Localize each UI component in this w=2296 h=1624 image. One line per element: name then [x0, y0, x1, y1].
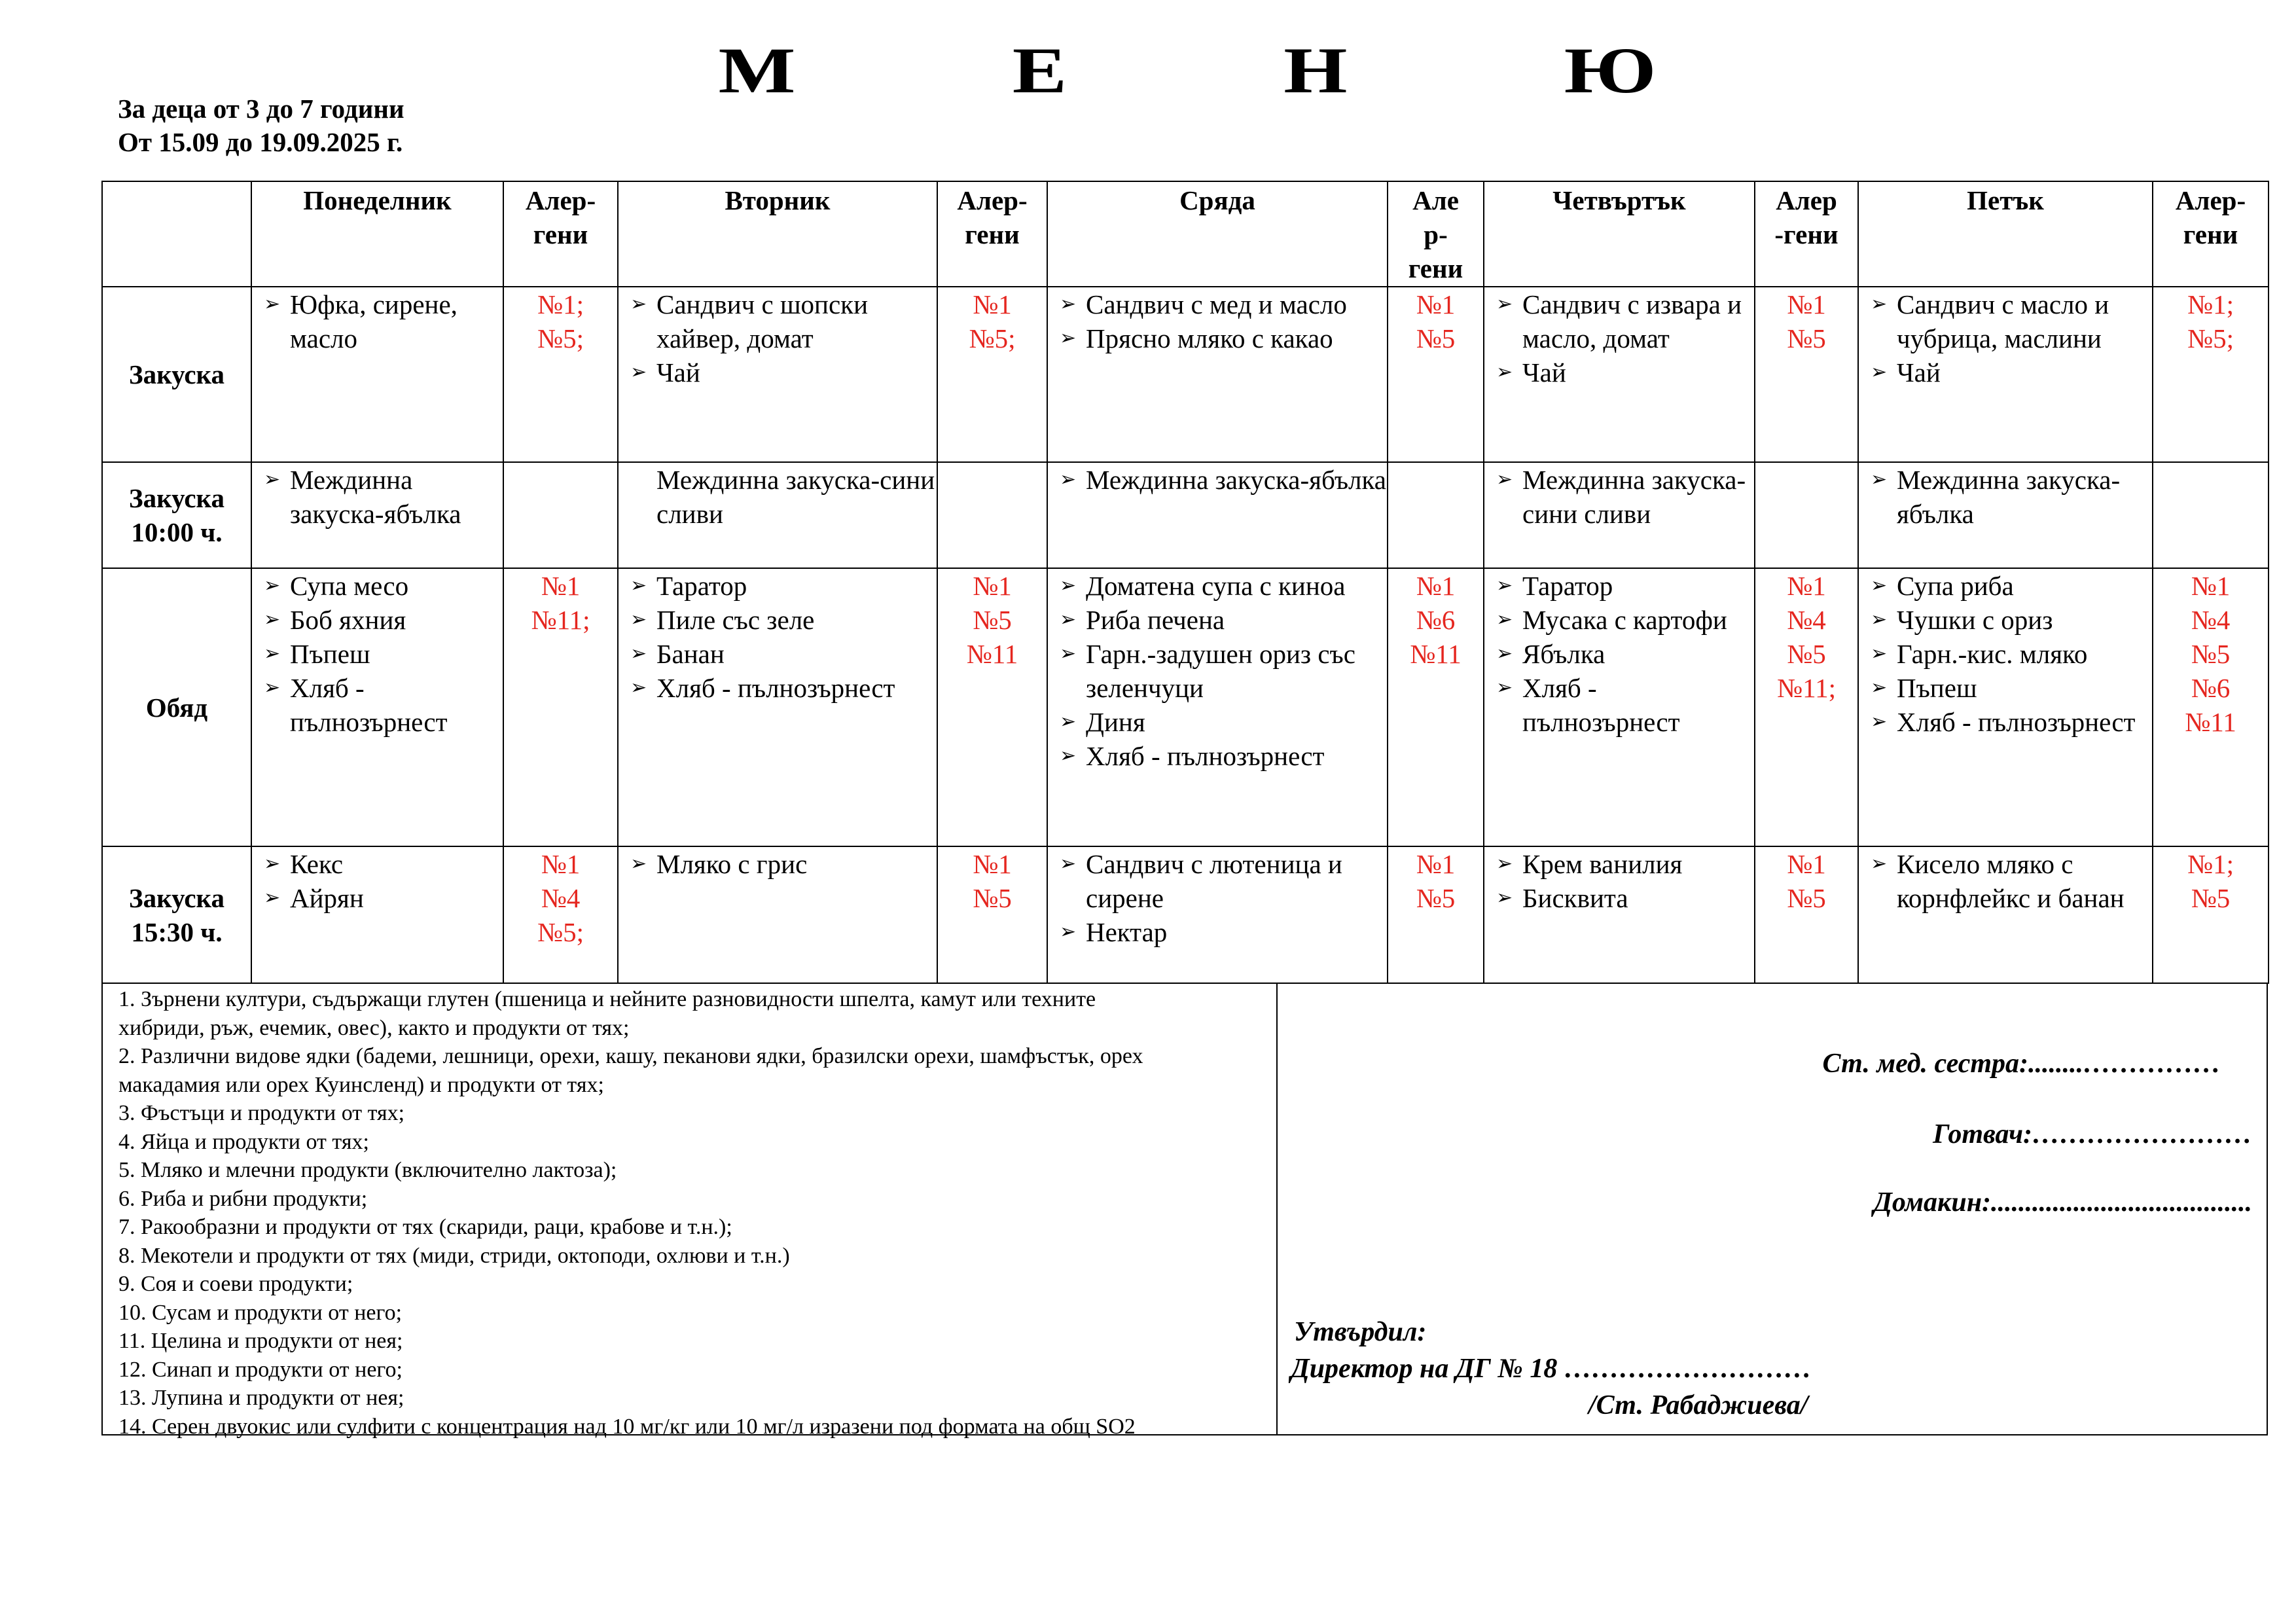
arrowhead-bullet-icon: ➢ [630, 642, 647, 665]
arrowhead-bullet-icon: ➢ [1496, 608, 1513, 631]
list-item: ➢ Хляб - пълнозърнест [1496, 671, 1754, 739]
arrowhead-bullet-icon: ➢ [630, 574, 647, 597]
allergens-header: Алер -гени [1755, 181, 1858, 287]
food-cell [1047, 568, 1388, 846]
list-item: ➢ Бисквита [1496, 881, 1754, 915]
list-item: ➢ Нектар [1060, 915, 1387, 949]
list-item: ➢ Крем ванилия [1496, 847, 1754, 881]
snack-1530-row [102, 846, 2269, 983]
allergen-cell: №1 №5 [1388, 287, 1484, 462]
arrowhead-bullet-icon: ➢ [1060, 468, 1077, 491]
arrowhead-bullet-icon: ➢ [1496, 468, 1513, 491]
list-item: ➢ Таратор [1496, 569, 1754, 603]
list-item: ➢ Юфка, сирене, масло [264, 287, 503, 355]
arrowhead-bullet-icon: ➢ [1871, 293, 1888, 316]
director-signature-line: Директор на ДГ № 18 ……………………… [1291, 1354, 1812, 1384]
snack-1000-row [102, 462, 2269, 568]
food-cell [1858, 462, 2153, 568]
list-item: ➢ Супа месо [264, 569, 503, 603]
arrowhead-bullet-icon: ➢ [264, 468, 281, 491]
list-item: ➢ Хляб - пълнозърнест [1871, 705, 2152, 739]
food-cell [1484, 287, 1755, 462]
legend-line: 4. Яйца и продукти от тях; [118, 1129, 369, 1154]
allergens-header: Алер- гени [2153, 181, 2269, 287]
director-name: /Ст. Рабаджиева/ [1588, 1390, 1808, 1420]
page-title: М Е Н Ю [718, 34, 1755, 107]
allergen-cell: №1 №5 [1755, 846, 1858, 983]
food-cell [1047, 462, 1388, 568]
day-header-monday: Понеделник [251, 181, 503, 287]
age-group: За деца от 3 до 7 години [118, 94, 404, 124]
arrowhead-bullet-icon: ➢ [264, 886, 281, 909]
arrowhead-bullet-icon: ➢ [264, 642, 281, 665]
date-range: От 15.09 до 19.09.2025 г. [118, 127, 403, 157]
food-cell [1047, 287, 1388, 462]
legend-line: 10. Сусам и продукти от него; [118, 1300, 403, 1325]
list-item: ➢ Хляб - пълнозърнест [630, 671, 937, 705]
list-item: ➢ Междинна закуска-ябълка [1060, 463, 1387, 497]
allergen-cell [937, 462, 1047, 568]
arrowhead-bullet-icon: ➢ [1060, 642, 1077, 665]
day-header-friday: Петък [1858, 181, 2153, 287]
list-item: ➢ Гарн.-кис. мляко [1871, 637, 2152, 671]
food-cell [618, 846, 937, 983]
arrowhead-bullet-icon: ➢ [1871, 608, 1888, 631]
arrowhead-bullet-icon: ➢ [264, 852, 281, 875]
legend-line: 1. Зърнени култури, съдържащи глутен (пшеница и нейните разновидности шпелта, камут или техните [118, 987, 1096, 1011]
food-cell [1858, 568, 2153, 846]
allergen-cell: №1 №4 №5; [503, 846, 618, 983]
legend-line: 9. Соя и соеви продукти; [118, 1272, 353, 1296]
arrowhead-bullet-icon: ➢ [1496, 676, 1513, 699]
cook-signature-line: Готвач:…………………… [1933, 1119, 2252, 1149]
allergens-header: Але р- гени [1388, 181, 1484, 287]
allergen-cell: №1 №6 №11 [1388, 568, 1484, 846]
day-header-thursday: Четвъртък [1484, 181, 1755, 287]
allergen-cell: №1 №4 №5 №11; [1755, 568, 1858, 846]
food-cell [251, 568, 503, 846]
allergen-cell: №1 №5; [937, 287, 1047, 462]
list-item: ➢ Хляб - пълнозърнест [264, 671, 503, 739]
arrowhead-bullet-icon: ➢ [1496, 574, 1513, 597]
allergens-header: Алер- гени [937, 181, 1047, 287]
footer-box [101, 983, 2268, 1439]
arrowhead-bullet-icon: ➢ [1496, 642, 1513, 665]
arrowhead-bullet-icon: ➢ [1060, 710, 1077, 733]
legend-line: 7. Ракообразни и продукти от тях (скариди, раци, крабове и т.н.); [118, 1215, 732, 1239]
list-item: ➢ Сандвич с шопски хайвер, домат [630, 287, 937, 355]
food-cell [618, 287, 937, 462]
list-item: Междинна закуска-сини сливи [656, 465, 935, 529]
allergen-cell [1755, 462, 1858, 568]
day-header-wednesday: Сряда [1047, 181, 1388, 287]
arrowhead-bullet-icon: ➢ [1060, 920, 1077, 943]
food-cell [1484, 846, 1755, 983]
list-item: ➢ Гарн.-задушен ориз със зеленчуци [1060, 637, 1387, 705]
meal-label-breakfast: Закуска [102, 287, 251, 462]
arrowhead-bullet-icon: ➢ [1871, 710, 1888, 733]
allergen-cell: №1; №5; [503, 287, 618, 462]
arrowhead-bullet-icon: ➢ [1871, 852, 1888, 875]
allergen-cell: №1 №5 №11 [937, 568, 1047, 846]
legend-line: хибриди, ръж, ечемик, овес), както и продукти от тях; [118, 1015, 630, 1040]
arrowhead-bullet-icon: ➢ [630, 293, 647, 316]
arrowhead-bullet-icon: ➢ [1060, 293, 1077, 316]
list-item: ➢ Сандвич с масло и чубрица, маслини [1871, 287, 2152, 355]
list-item: ➢ Прясно мляко с какао [1060, 321, 1387, 355]
allergen-cell: №1 №4 №5 №6 №11 [2153, 568, 2269, 846]
meal-label-lunch: Обяд [102, 568, 251, 846]
food-cell [251, 287, 503, 462]
list-item: ➢ Кекс [264, 847, 503, 881]
arrowhead-bullet-icon: ➢ [1871, 468, 1888, 491]
list-item: ➢ Банан [630, 637, 937, 671]
list-item: ➢ Супа риба [1871, 569, 2152, 603]
list-item: ➢ Риба печена [1060, 603, 1387, 637]
header-row [102, 181, 2269, 287]
allergen-cell: №1 №5 [1755, 287, 1858, 462]
legend-line: 13. Лупина и продукти от нея; [118, 1386, 404, 1410]
breakfast-row [102, 287, 2269, 462]
nurse-signature-line: Ст. мед. сестра:........…………… [1822, 1049, 2221, 1079]
list-item: ➢ Хляб - пълнозърнест [1060, 739, 1387, 773]
food-cell [1858, 287, 2153, 462]
housekeeper-signature-line: Домакин:...................................... [1873, 1187, 2252, 1218]
allergen-cell: №1; №5 [2153, 846, 2269, 983]
food-cell [1858, 846, 2153, 983]
legend-line: макадамия или орех Куинсленд) и продукти от тях; [118, 1072, 604, 1097]
arrowhead-bullet-icon: ➢ [1060, 852, 1077, 875]
arrowhead-bullet-icon: ➢ [1060, 608, 1077, 631]
food-cell [251, 462, 503, 568]
arrowhead-bullet-icon: ➢ [264, 608, 281, 631]
list-item: ➢ Чай [1871, 355, 2152, 389]
list-item: ➢ Доматена супа с киноа [1060, 569, 1387, 603]
list-item: ➢ Междинна закуска-сини сливи [1496, 463, 1754, 531]
arrowhead-bullet-icon: ➢ [1496, 293, 1513, 316]
food-cell [1484, 462, 1755, 568]
legend-line: 3. Фъстъци и продукти от тях; [118, 1101, 405, 1125]
meal-label-snack-1000: Закуска 10:00 ч. [102, 462, 251, 568]
food-cell [1047, 846, 1388, 983]
list-item: ➢ Диня [1060, 705, 1387, 739]
allergen-cell: №1 №5 [1388, 846, 1484, 983]
legend-line: 12. Синап и продукти от него; [118, 1357, 403, 1382]
legend-line: 6. Риба и рибни продукти; [118, 1186, 368, 1211]
list-item: ➢ Чай [630, 355, 937, 389]
list-item: ➢ Мусака с картофи [1496, 603, 1754, 637]
list-item: ➢ Пъпеш [1871, 671, 2152, 705]
list-item: ➢ Боб яхния [264, 603, 503, 637]
arrowhead-bullet-icon: ➢ [1496, 886, 1513, 909]
allergen-legend [103, 983, 1278, 1439]
arrowhead-bullet-icon: ➢ [264, 293, 281, 316]
arrowhead-bullet-icon: ➢ [1060, 744, 1077, 767]
food-cell [251, 846, 503, 983]
arrowhead-bullet-icon: ➢ [1496, 852, 1513, 875]
arrowhead-bullet-icon: ➢ [630, 361, 647, 384]
menu-table [101, 181, 2269, 984]
legend-line: 5. Мляко и млечни продукти (включително лактоза); [118, 1158, 617, 1182]
allergen-cell [1388, 462, 1484, 568]
legend-line: 8. Мекотели и продукти от тях (миди, стриди, октоподи, охлюви и т.н.) [118, 1243, 790, 1268]
arrowhead-bullet-icon: ➢ [1496, 361, 1513, 384]
day-header-tuesday: Вторник [618, 181, 937, 287]
allergen-cell: №1; №5; [2153, 287, 2269, 462]
food-cell [618, 568, 937, 846]
list-item: ➢ Сандвич с мед и масло [1060, 287, 1387, 321]
list-item: ➢ Междинна закуска-ябълка [264, 463, 503, 531]
arrowhead-bullet-icon: ➢ [1060, 574, 1077, 597]
approved-label: Утвърдил: [1294, 1317, 1427, 1347]
meal-label-snack-1530: Закуска 15:30 ч. [102, 846, 251, 983]
arrowhead-bullet-icon: ➢ [630, 608, 647, 631]
arrowhead-bullet-icon: ➢ [630, 852, 647, 875]
arrowhead-bullet-icon: ➢ [264, 574, 281, 597]
allergen-cell: №1 №11; [503, 568, 618, 846]
list-item: ➢ Сандвич с извара и масло, домат [1496, 287, 1754, 355]
arrowhead-bullet-icon: ➢ [1871, 676, 1888, 699]
legend-line: 2. Различни видове ядки (бадеми, лешници, орехи, кашу, пеканови ядки, бразилски орехи, шамфъстък, орех [118, 1044, 1143, 1068]
arrowhead-bullet-icon: ➢ [1871, 642, 1888, 665]
food-cell [618, 462, 937, 568]
list-item: ➢ Кисело мляко с корнфлейкс и банан [1871, 847, 2152, 915]
list-item: ➢ Мляко с грис [630, 847, 937, 881]
legend-line: 14. Серен двуокис или сулфити с концентрация над 10 мг/кг или 10 мг/л изразени под формата на общ SO2 [118, 1414, 1136, 1439]
corner-cell [102, 181, 251, 287]
list-item: ➢ Пиле със зеле [630, 603, 937, 637]
allergen-cell [503, 462, 618, 568]
list-item: ➢ Пъпеш [264, 637, 503, 671]
allergen-cell [2153, 462, 2269, 568]
arrowhead-bullet-icon: ➢ [1871, 361, 1888, 384]
arrowhead-bullet-icon: ➢ [630, 676, 647, 699]
arrowhead-bullet-icon: ➢ [1060, 327, 1077, 350]
allergen-cell: №1 №5 [937, 846, 1047, 983]
lunch-row [102, 568, 2269, 846]
list-item: ➢ Ябълка [1496, 637, 1754, 671]
list-item: ➢ Сандвич с лютеница и сирене [1060, 847, 1387, 915]
arrowhead-bullet-icon: ➢ [264, 676, 281, 699]
list-item: ➢ Чай [1496, 355, 1754, 389]
list-item: ➢ Междинна закуска-ябълка [1871, 463, 2152, 531]
list-item: ➢ Чушки с ориз [1871, 603, 2152, 637]
allergens-header: Алер- гени [503, 181, 618, 287]
arrowhead-bullet-icon: ➢ [1871, 574, 1888, 597]
list-item: ➢ Таратор [630, 569, 937, 603]
legend-line: 11. Целина и продукти от нея; [118, 1329, 403, 1353]
food-cell [1484, 568, 1755, 846]
list-item: ➢ Айрян [264, 881, 503, 915]
